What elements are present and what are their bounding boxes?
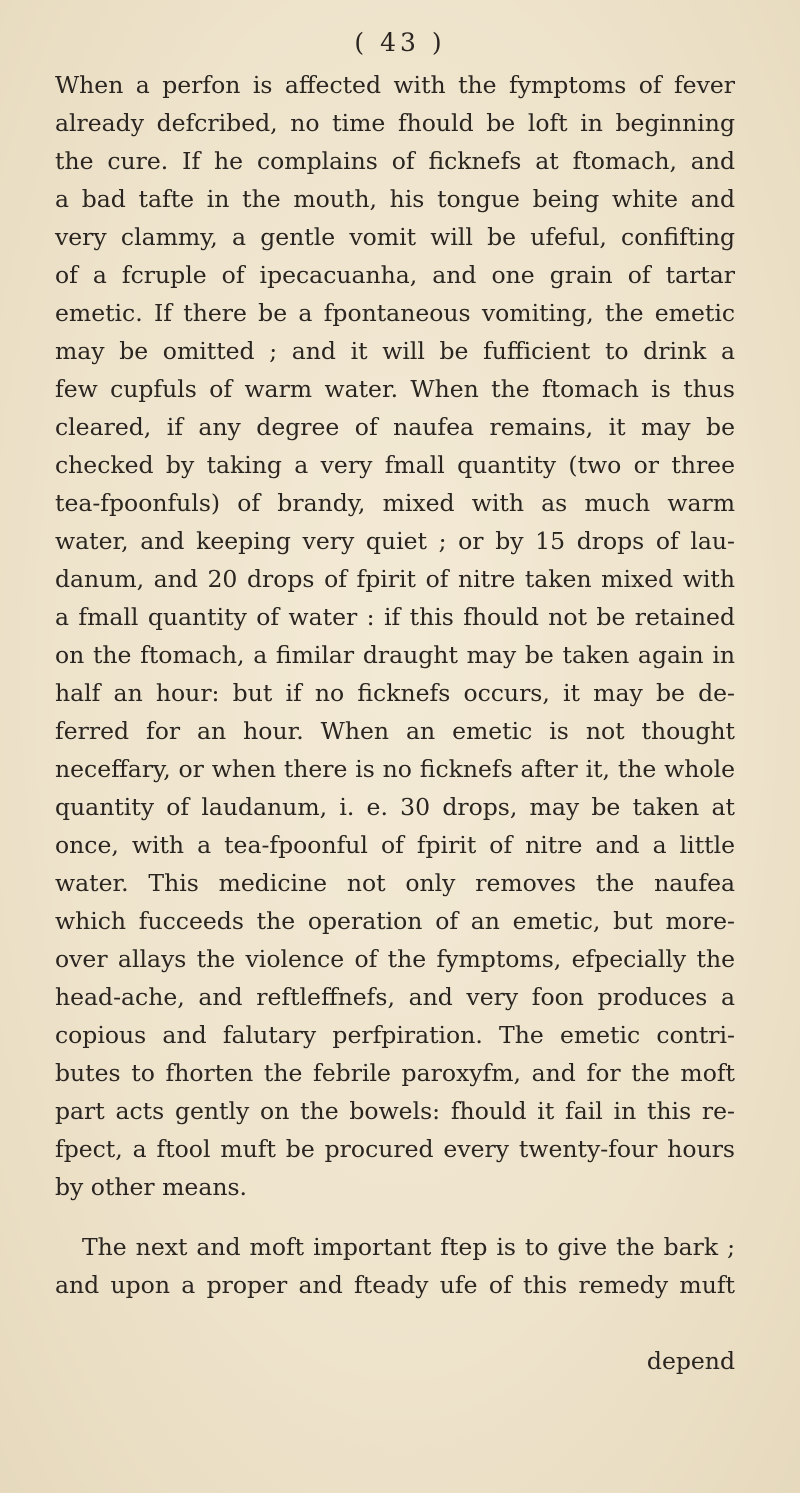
text-line: few cupfuls of warm water. When the ftomach is thus <box>55 375 735 403</box>
text-line: very clammy, a gentle vomit will be ufeful, confifting <box>55 223 735 251</box>
text-line: once, with a tea-fpoonful of fpirit of nitre and a little <box>55 831 735 859</box>
text-line: When a perfon is affected with the fymptoms of fever <box>55 71 735 99</box>
text-line: butes to fhorten the febrile paroxyfm, and for the moft <box>55 1059 735 1087</box>
text-line: checked by taking a very fmall quantity (two or three <box>55 451 735 479</box>
text-line: ferred for an hour. When an emetic is not thought <box>55 717 735 745</box>
text-line: the cure. If he complains of ficknefs at ftomach, and <box>55 147 735 175</box>
text-line: danum, and 20 drops of fpirit of nitre taken mixed with <box>55 565 735 593</box>
text-line: over allays the violence of the fymptoms, efpecially the <box>55 945 735 973</box>
text-line: emetic. If there be a fpontaneous vomiting, the emetic <box>55 299 735 327</box>
text-line: water. This medicine not only removes the naufea <box>55 869 735 897</box>
text-line: copious and falutary perfpiration. The emetic contri- <box>55 1021 735 1049</box>
text-line: quantity of laudanum, i. e. 30 drops, may be taken at <box>55 793 735 821</box>
text-line: The next and moft important ftep is to give the bark ; <box>82 1233 735 1261</box>
text-line: neceffary, or when there is no ficknefs after it, the whole <box>55 755 735 783</box>
text-line: which fucceeds the operation of an emetic, but more- <box>55 907 735 935</box>
text-line: part acts gently on the bowels: fhould it fail in this re- <box>55 1097 735 1125</box>
text-line: a fmall quantity of water : if this fhould not be retained <box>55 603 735 631</box>
text-line: already defcribed, no time fhould be loft in beginning <box>55 109 735 137</box>
text-line: water, and keeping very quiet ; or by 15 drops of lau- <box>55 527 735 555</box>
text-line: on the ftomach, a fimilar draught may be taken again in <box>55 641 735 669</box>
text-line: may be omitted ; and it will be fufficient to drink a <box>55 337 735 365</box>
catchword: depend <box>646 1347 735 1375</box>
text-line: and upon a proper and fteady ufe of this remedy muft <box>55 1271 735 1299</box>
text-line: cleared, if any degree of naufea remains, it may be <box>55 413 735 441</box>
text-line: by other means. <box>55 1173 247 1201</box>
text-line: head-ache, and reftleffnefs, and very foon produces a <box>55 983 735 1011</box>
text-line: fpect, a ftool muft be procured every twenty-four hours <box>55 1135 735 1163</box>
page-number: ( 43 ) <box>354 28 446 57</box>
text-line: of a fcruple of ipecacuanha, and one grain of tartar <box>55 261 735 289</box>
text-line: half an hour: but if no ficknefs occurs, it may be de- <box>55 679 735 707</box>
text-line: a bad tafte in the mouth, his tongue being white and <box>55 185 735 213</box>
text-line: tea-fpoonfuls) of brandy, mixed with as much warm <box>55 489 735 517</box>
